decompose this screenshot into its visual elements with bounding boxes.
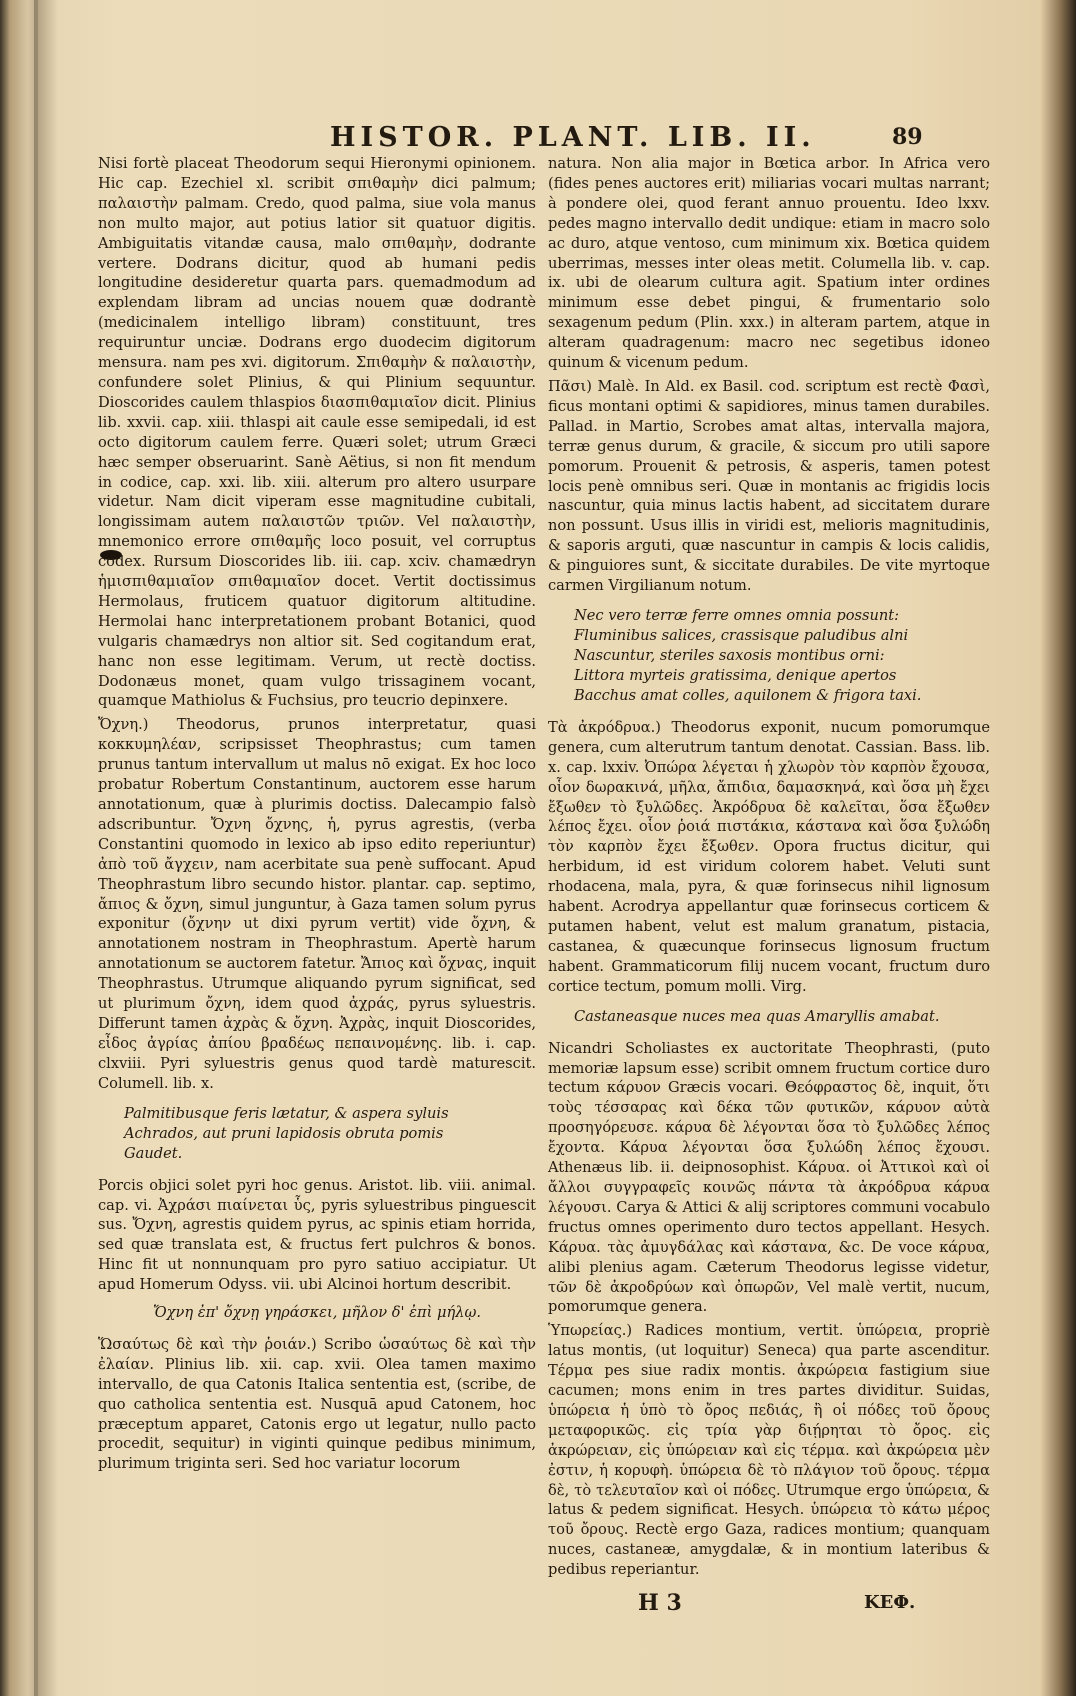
running-head: HISTOR. PLANT. LIB. II.: [330, 122, 816, 153]
verse-line: Palmitibusque feris lætatur, & aspera syluis: [124, 1104, 449, 1122]
catchword: ΚΕΦ.: [864, 1592, 916, 1613]
paragraph: natura. Non alia major in Bœtica arbor. In Africa vero (fides penes auctores erit) miliarias vocari multas narrant; à pondere olei, quod ferant annuo prouentu. Ideo lxxv. pedes magno intervallo dedit undique: etiam in macro solo ac duro, atque ventoso, cum minimum xix. Bœtica quidem uberrimas, messes inter oleas metit. Columella lib. v. cap. ix. ubi de olearum cultura agit. Spatium inter ordines minimum esse debet pingui, & frumentario solo sexagenum pedum (Plin. xxx.) in alteram partem, atque in alteram quadragenum: macro nec segetibus idoneo quinum & vicenum pedum.: [548, 155, 990, 372]
page-number: 89: [892, 124, 923, 150]
verse-line: Fluminibus salices, crassisque paludibus alni: [574, 626, 909, 644]
verse-line: Gaudet.: [124, 1144, 183, 1162]
signature-mark: H 3: [638, 1590, 682, 1616]
paragraph: Porcis objici solet pyri hoc genus. Aristot. lib. viii. animal. cap. vi. Ἀχράσι πιαίνεται ὗς, pyris syluestribus pinguescit sus. Ὄχνη, agrestis quidem pyrus, ac spinis etiam horrida, sed quæ translata est, & fructus fert pulchros & bonos. Hinc fit ut nonnunquam pro pyro satiuo accipiatur. Ut apud Homerum Odyss. vii. ubi Alcinoi hortum describit.: [98, 1176, 536, 1294]
left-column: [98, 154, 536, 1478]
verse-quote: [124, 1104, 536, 1164]
paragraph: Ὄχνη.) Theodorus, prunos interpretatur, quasi κοκκυμηλέαν, scripsisset Theophrastus; cum tamen prunus tantum intervallum ut malus nō exigat. Ex hoc loco probatur Robertum Constantinum, auctorem esse harum annotationum, quæ à plurimis doctiss. Dalecampio falsò adscribuntur. Ὄχνη ὄχνης, ἡ, pyrus agrestis, (verba Constantini quomodo in lexico ab ipso edito reperiuntur) ἀπὸ τοῦ ἄγχειν, nam acerbitate sua penè suffocant. Apud Theophrastum libro secundo histor. plantar. cap. septimo, ἄπιος & ὄχνη, simul junguntur, à Gaza tamen solum pyrus exponitur (ὄχνην ut dixi pyrum vertit) vide ὄχνη, & annotationem nostram in Theophrastum. Apertè harum annotationum se auctorem fatetur. Ἄπιος καὶ ὄχνας, inquit Theophrastus. Utrumque aliquando pyrum significat, sed ut plurimum ὄχνη, idem quod ἀχράς, pyrus syluestris. Differunt tamen ἀχρὰς & ὄχνη. Ἀχρὰς, inquit Dioscorides, εἶδος ἀγρίας ἀπίου βραδέως πεπαινομένης. lib. i. cap. clxviii. Pyri syluestris genus quod tardè maturescit. Columell. lib. x.: [98, 716, 536, 1092]
page: [40, 10, 1060, 1690]
verse-quote: [574, 1007, 990, 1027]
verse-line: Castaneasque nuces mea quas Amaryllis amabat.: [574, 1007, 940, 1025]
verse-line: Nec vero terræ ferre omnes omnia possunt:: [574, 606, 900, 624]
paragraph: Ὑπωρείας.) Radices montium, vertit. ὑπώρεια, propriè latus montis, (ut loquitur) Seneca) qua parte ascenditur. Τέρμα pes siue radix montis. ἀκρώρεια fastigium siue cacumen; mons enim in tres partes dividitur. Suidas, ὑπώρεια ἡ ὑπὸ τὸ ὄρος πεδιάς, ἢ οἱ πόδες τοῦ ὄρους μεταφορικῶς. εἰς τρία γὰρ διῄρηται τὸ ὄρος. εἰς ἀκρώρειαν, εἰς ὑπώρειαν καὶ εἰς τέρμα. καὶ ἀκρώρεια μὲν ἐστιν, ἡ κορυφὴ. ὑπώρεια δὲ τὸ πλάγιον τοῦ ὄρους. τέρμα δὲ, τὸ τελευταῖον καὶ οἱ πόδες. Utrumque ergo ὑπώρεια, & latus & pedem significat. Hesych. ὑπώρεια τὸ κάτω μέρος τοῦ ὄρους. Rectè ergo Gaza, radices montium; quanquam nuces, castaneæ, amygdalæ, & in montium lateribus & pedibus reperiantur.: [548, 1322, 990, 1579]
paragraph: Τὰ ἀκρόδρυα.) Theodorus exponit, nucum pomorumque genera, cum alterutrum tantum denotat. Cassian. Bass. lib. x. cap. lxxiv. Ὀπώρα λέγεται ἡ χλωρὸν τὸν καρπὸν ἔχουσα, οἷον δωρακινά, μῆλα, ἄπιδια, δαμασκηνά, καὶ ὅσα μὴ ἔχει ἔξωθεν τὸ ξυλῶδες. Ἀκρόδρυα δὲ καλεῖται, ὅσα ἔξωθεν λέπος ἔχει. οἷον ῥοιά πιστάκια, κάστανα καὶ ὅσα ξυλώδη τὸν καρπὸν ἔχει ἔξωθεν. Opora fructus dicitur, qui herbidum, id est viridum colorem habet. Veluti sunt rhodacena, mala, pyra, & quæ forinsecus nihil lignosum habent. Acrodrya appellantur quæ forinsecus corticem & putamen habent, velut est malum granatum, pistacia, castanea, & quæcunque forinsecus lignosum fructum habent. Grammaticorum filij nucem vocant, fructum duro cortice tectum, pomum molli. Virg.: [548, 718, 990, 995]
paragraph: Nisi fortè placeat Theodorum sequi Hieronymi opinionem. Hic cap. Ezechiel xl. scribit σπιθαμὴν dici palmum; παλαιστὴν palmam. Credo, quod palma, siue vola manus non multo major, aut potius latior sit quatuor digitis. Ambiguitatis vitandæ causa, malo σπιθαμὴν, dodrante vertere. Dodrans dicitur, quod ab humani pedis longitudine desideretur quarta pars. quemadmodum ad explendam libram ad uncias nouem quæ dodrantè (medicinalem intelligo libram) constituunt, tres requiruntur unciæ. Dodrans ergo duodecim digitorum mensura. nam pes xvi. digitorum. Σπιθαμὴν & παλαιστὴν, confundere solet Plinius, & qui Plinium sequuntur. Dioscorides caulem thlaspios διασπιθαμιαῖον dicit. Plinius lib. xxvii. cap. xiii. thlaspi ait caule esse semipedali, id est octo digitorum caulem ferre. Quæri solet; utrum Græci hæc semper obseruarint. Sanè Aëtius, si non fit mendum in codice, cap. xxi. lib. xiii. alterum pro altero usurpare videtur. Nam dicit viperam esse magnitudine cubitali, longissimam autem παλαιστῶν τριῶν. Vel παλαιστὴν, mnemonico errore σπιθαμῆς loco posuit, vel corruptus codex. Rursum Dioscorides lib. iii. cap. xciv. chamædryn ἡμισπιθαμιαῖον σπιθαμιαῖον docet. Vertit doctissimus Hermolaus, fruticem quatuor digitorum altitudine. Hermolai hanc interpretationem probant Botanici, quod vulgaris chamædrys non altior sit. Sed cogitandum erat, hanc non esse legitimam. Verum, ut rectè doctiss. Dodonæus monet, quam vulgo trissaginem vocant, quamque Mathiolus & Fuchsius, pro teucrio depinxere.: [98, 155, 536, 710]
verse-quote: [574, 606, 990, 706]
paragraph: Nicandri Scholiastes ex auctoritate Theophrasti, (puto memoriæ lapsum esse) scribit omnem fructum cortice duro tectum κάρυον Græcis vocari. Θεόφραστος δὲ, inquit, ὅτι τοὺς τέσσαρας καὶ δέκα τῶν φυτικῶν, κάρυον αὐτὰ προσηγόρευσε. κάρυα δὲ λέγονται ὅσα τὸ ξυλῶδες λέπος ἔχοντα. Κάρυα λέγονται ὅσα ξυλώδη λέπος ἔχουσι. Athenæus lib. ii. deipnosophist. Κάρυα. οἱ Ἀττικοὶ καὶ οἱ ἄλλοι συγγραφεῖς κοινῶς πάντα τὰ ἀκρόδρυα κάρυα λέγουσι. Carya & Attici & alij scriptores communi vocabulo fructus omnes operimento duro tectos appellant. Hesych. Κάρυα. τὰς ἀμυγδάλας καὶ κάστανα, &c. De voce κάρυα, alibi plenius agam. Cæterum Theodorus legisse videtur, τῶν δὲ ἀκροδρύων καὶ ὀπωρῶν, Vel malè vertit, nucum, pomorumque genera.: [548, 1039, 990, 1316]
right-column: [548, 154, 990, 1584]
facing-page-edge: [0, 0, 38, 1696]
paragraph: Ὥσαύτως δὲ καὶ τὴν ῥοιάν.) Scribo ὡσαύτως δὲ καὶ τὴν ἐλαίαν. Plinius lib. xii. cap. xvii. Olea tamen maximo intervallo, de qua Catonis Italica sententia est, (scribe, de quo catholica sententia est. Nusquā apud Catonem, hoc præceptum apparet, Catonis ergo ut legatur, nullo pacto procedit, sequitur) in viginti quinque pedibus minimum, plurimum triginta seri. Sed hoc variatur locorum: [98, 1335, 536, 1473]
verse-line: Littora myrteis gratissima, denique apertos: [574, 666, 897, 684]
verse-line: Nascuntur, steriles saxosis montibus orni:: [574, 646, 885, 664]
paragraph: Πᾶσι) Malè. In Ald. ex Basil. cod. scriptum est rectè Φασὶ, ficus montani optimi & sapidiores, minus tamen durabiles. Pallad. in Martio, Scrobes amat altas, intervalla majora, terræ genus durum, & gracile, & siccum pro utili sapore pomorum. Prouenit & petrosis, & asperis, tamen potest locis penè omnibus seri. Quæ in montanis ac frigidis locis nascuntur, quia minus lactis habent, ad siccitatem durare non possunt. Usus illis in viridi est, melioris magnitudinis, & saporis arguti, quæ nascuntur in campis & locis calidis, & pinguiores sunt, & siccitate durabiles. De vite myrtoque carmen Virgilianum notum.: [548, 377, 990, 595]
verse-line: Bacchus amat colles, aquilonem & frigora taxi.: [574, 686, 922, 704]
greek-quote: Ὄχνη ἐπ' ὄχνῃ γηράσκει, μῆλον δ' ἐπὶ μήλῳ.: [152, 1304, 481, 1322]
verse-line: Achrados, aut pruni lapidosis obruta pomis: [124, 1124, 444, 1142]
